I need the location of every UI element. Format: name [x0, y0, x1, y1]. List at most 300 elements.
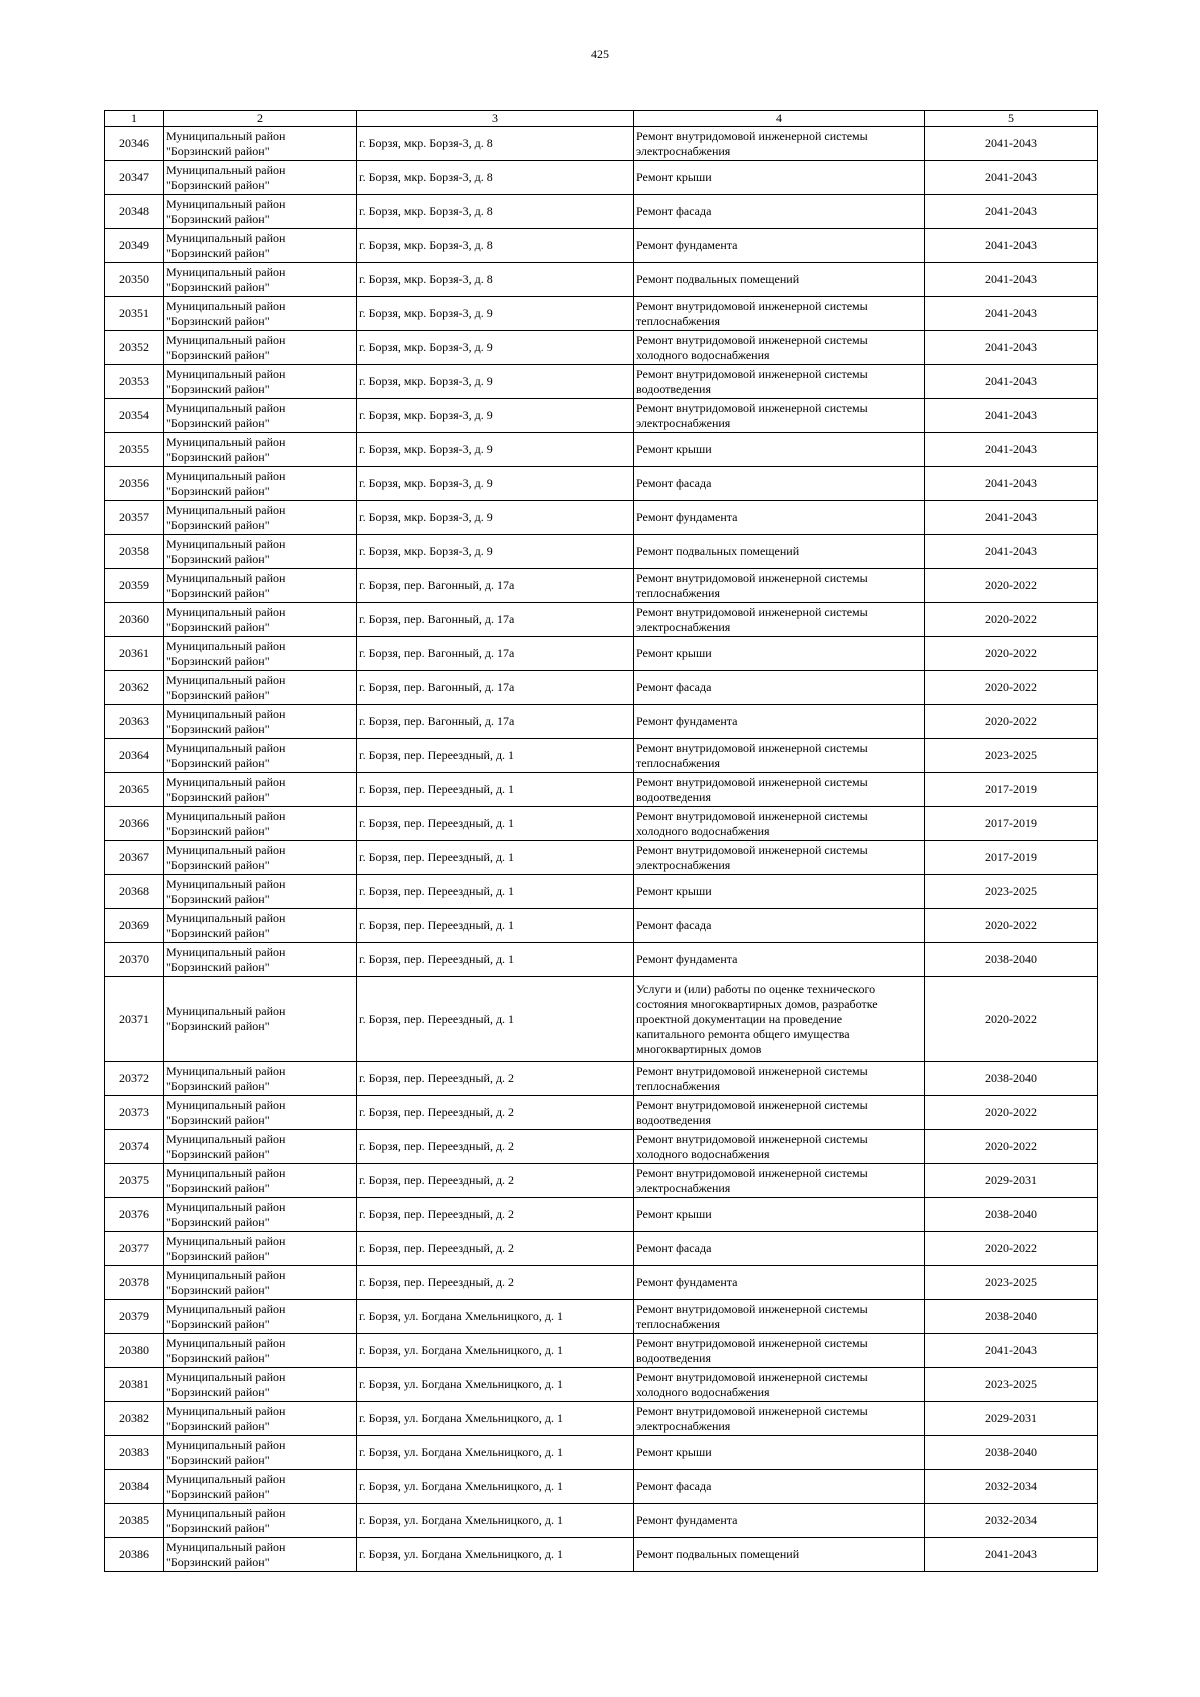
period-cell: 2020-2022	[925, 671, 1098, 705]
address-cell: г. Борзя, пер. Переездный, д. 1	[357, 909, 634, 943]
work-type-cell	[634, 1198, 925, 1232]
work-type-cell	[634, 229, 925, 263]
period-cell: 2038-2040	[925, 1062, 1098, 1096]
work-type-cell	[634, 671, 925, 705]
district-line: "Борзинский район"	[166, 959, 270, 974]
district-line: Муниципальный район	[166, 1505, 286, 1520]
work-type-line: холодного водоснабжения	[636, 1146, 770, 1161]
work-type-cell	[634, 875, 925, 909]
district-line: Муниципальный район	[166, 740, 286, 755]
table-row	[105, 875, 1098, 909]
work-type-line: капитального ремонта общего имущества	[636, 1026, 850, 1041]
work-type-line: Ремонт крыши	[636, 170, 712, 184]
row-number-cell: 20354	[105, 399, 164, 433]
table-row	[105, 1470, 1098, 1504]
work-type-cell	[634, 909, 925, 943]
address-cell: г. Борзя, пер. Переездный, д. 1	[357, 943, 634, 977]
table-row	[105, 1096, 1098, 1130]
address-cell: г. Борзя, пер. Переездный, д. 1	[357, 807, 634, 841]
district-cell	[164, 637, 357, 671]
district-cell	[164, 365, 357, 399]
address-cell: г. Борзя, мкр. Борзя-3, д. 8	[357, 127, 634, 161]
work-type-cell	[634, 1164, 925, 1198]
work-type-line: Ремонт внутридомовой инженерной системы	[636, 1097, 868, 1112]
address-cell: г. Борзя, пер. Переездный, д. 2	[357, 1096, 634, 1130]
table-row	[105, 1266, 1098, 1300]
work-type-cell	[634, 1130, 925, 1164]
district-cell	[164, 1232, 357, 1266]
work-type-line: Ремонт крыши	[636, 1445, 712, 1459]
district-cell	[164, 909, 357, 943]
period-cell: 2023-2025	[925, 1368, 1098, 1402]
district-cell	[164, 603, 357, 637]
district-cell	[164, 297, 357, 331]
district-cell	[164, 705, 357, 739]
address-cell: г. Борзя, пер. Переездный, д. 1	[357, 875, 634, 909]
district-line: "Борзинский район"	[166, 415, 270, 430]
address-cell: г. Борзя, пер. Вагонный, д. 17а	[357, 637, 634, 671]
district-line: Муниципальный район	[166, 196, 286, 211]
work-type-line: Ремонт внутридомовой инженерной системы	[636, 400, 868, 415]
district-line: "Борзинский район"	[166, 449, 270, 464]
row-number-cell: 20349	[105, 229, 164, 263]
district-line: "Борзинский район"	[166, 619, 270, 634]
district-line: "Борзинский район"	[166, 211, 270, 226]
address-cell: г. Борзя, мкр. Борзя-3, д. 9	[357, 399, 634, 433]
work-type-line: Ремонт подвальных помещений	[636, 272, 800, 286]
work-type-line: Ремонт фасада	[636, 680, 712, 694]
district-line: Муниципальный район	[166, 468, 286, 483]
district-line: Муниципальный район	[166, 1004, 286, 1018]
district-line: Муниципальный район	[166, 706, 286, 721]
table-row	[105, 297, 1098, 331]
district-line: Муниципальный район	[166, 1063, 286, 1078]
table-row	[105, 331, 1098, 365]
district-line: Муниципальный район	[166, 1199, 286, 1214]
table-row	[105, 1368, 1098, 1402]
table-row	[105, 1062, 1098, 1096]
address-cell: г. Борзя, пер. Переездный, д. 2	[357, 1266, 634, 1300]
district-line: "Борзинский район"	[166, 789, 270, 804]
district-line: "Борзинский район"	[166, 755, 270, 770]
district-cell	[164, 569, 357, 603]
work-type-cell	[634, 467, 925, 501]
table-row	[105, 195, 1098, 229]
district-line: "Борзинский район"	[166, 517, 270, 532]
table-row	[105, 569, 1098, 603]
period-cell: 2032-2034	[925, 1470, 1098, 1504]
address-cell: г. Борзя, пер. Вагонный, д. 17а	[357, 603, 634, 637]
table-row	[105, 399, 1098, 433]
district-cell	[164, 1198, 357, 1232]
district-line: Муниципальный район	[166, 536, 286, 551]
district-line: Муниципальный район	[166, 672, 286, 687]
row-number-cell: 20385	[105, 1504, 164, 1538]
table-row	[105, 671, 1098, 705]
district-line: Муниципальный район	[166, 570, 286, 585]
district-cell	[164, 1436, 357, 1470]
table-row	[105, 161, 1098, 195]
address-cell: г. Борзя, пер. Переездный, д. 2	[357, 1198, 634, 1232]
district-line: Муниципальный район	[166, 1301, 286, 1316]
row-number-cell: 20373	[105, 1096, 164, 1130]
work-type-line: Ремонт внутридомовой инженерной системы	[636, 604, 868, 619]
row-number-cell: 20365	[105, 773, 164, 807]
district-line: "Борзинский район"	[166, 1078, 270, 1093]
table-row	[105, 807, 1098, 841]
district-line: "Борзинский район"	[166, 1554, 270, 1569]
row-number-cell: 20368	[105, 875, 164, 909]
table-row	[105, 1436, 1098, 1470]
district-line: Муниципальный район	[166, 332, 286, 347]
table-row	[105, 603, 1098, 637]
period-cell: 2032-2034	[925, 1504, 1098, 1538]
work-type-cell	[634, 1266, 925, 1300]
table-row	[105, 263, 1098, 297]
work-type-line: Ремонт внутридомовой инженерной системы	[636, 332, 868, 347]
district-cell	[164, 1062, 357, 1096]
row-number-cell: 20359	[105, 569, 164, 603]
district-line: "Борзинский район"	[166, 1316, 270, 1331]
district-line: "Борзинский район"	[166, 585, 270, 600]
column-header-5: 5	[925, 111, 1098, 127]
row-number-cell: 20372	[105, 1062, 164, 1096]
work-type-line: Ремонт фасада	[636, 918, 712, 932]
period-cell: 2020-2022	[925, 603, 1098, 637]
district-line: "Борзинский район"	[166, 1180, 270, 1195]
work-type-line: Ремонт фундамента	[636, 952, 738, 966]
district-line: Муниципальный район	[166, 1335, 286, 1350]
district-line: Муниципальный район	[166, 1097, 286, 1112]
work-type-line: Ремонт внутридомовой инженерной системы	[636, 808, 868, 823]
period-cell: 2041-2043	[925, 1538, 1098, 1572]
district-cell	[164, 773, 357, 807]
column-header-4: 4	[634, 111, 925, 127]
work-type-cell	[634, 399, 925, 433]
address-cell: г. Борзя, пер. Переездный, д. 1	[357, 977, 634, 1062]
district-cell	[164, 127, 357, 161]
work-type-line: Ремонт внутридомовой инженерной системы	[636, 298, 868, 313]
period-cell: 2029-2031	[925, 1402, 1098, 1436]
work-type-line: проектной документации на проведение	[636, 1011, 843, 1026]
address-cell: г. Борзя, пер. Переездный, д. 1	[357, 773, 634, 807]
work-type-line: Ремонт фасада	[636, 476, 712, 490]
table-row	[105, 773, 1098, 807]
period-cell: 2041-2043	[925, 399, 1098, 433]
period-cell: 2041-2043	[925, 263, 1098, 297]
table-row	[105, 1402, 1098, 1436]
work-type-line: Ремонт внутридомовой инженерной системы	[636, 740, 868, 755]
district-cell	[164, 195, 357, 229]
district-line: Муниципальный район	[166, 1437, 286, 1452]
work-type-cell	[634, 773, 925, 807]
district-line: Муниципальный район	[166, 128, 286, 143]
work-type-line: Ремонт внутридомовой инженерной системы	[636, 1131, 868, 1146]
district-line: "Борзинский район"	[166, 1520, 270, 1535]
work-type-line: Ремонт фундамента	[636, 1275, 738, 1289]
repair-schedule-table	[104, 110, 1098, 1572]
period-cell: 2017-2019	[925, 841, 1098, 875]
address-cell: г. Борзя, мкр. Борзя-3, д. 9	[357, 331, 634, 365]
column-header-1: 1	[105, 111, 164, 127]
address-cell: г. Борзя, ул. Богдана Хмельницкого, д. 1	[357, 1470, 634, 1504]
district-line: Муниципальный район	[166, 434, 286, 449]
table-row	[105, 705, 1098, 739]
table-row	[105, 1504, 1098, 1538]
period-cell: 2041-2043	[925, 535, 1098, 569]
district-line: "Борзинский район"	[166, 279, 270, 294]
district-cell	[164, 943, 357, 977]
district-line: "Борзинский район"	[166, 721, 270, 736]
district-line: Муниципальный район	[166, 298, 286, 313]
work-type-cell	[634, 807, 925, 841]
work-type-cell	[634, 535, 925, 569]
table-row	[105, 637, 1098, 671]
table-row	[105, 909, 1098, 943]
district-cell	[164, 977, 357, 1062]
row-number-cell: 20348	[105, 195, 164, 229]
district-line: Муниципальный район	[166, 1539, 286, 1554]
district-cell	[164, 263, 357, 297]
district-cell	[164, 739, 357, 773]
table-row	[105, 501, 1098, 535]
work-type-cell	[634, 637, 925, 671]
district-line: "Борзинский район"	[166, 551, 270, 566]
period-cell: 2038-2040	[925, 1198, 1098, 1232]
district-line: Муниципальный район	[166, 1267, 286, 1282]
district-cell	[164, 807, 357, 841]
work-type-cell	[634, 977, 925, 1062]
work-type-line: теплоснабжения	[636, 585, 720, 600]
district-line: Муниципальный район	[166, 842, 286, 857]
work-type-line: Ремонт внутридомовой инженерной системы	[636, 570, 868, 585]
district-line: "Борзинский район"	[166, 1282, 270, 1297]
address-cell: г. Борзя, пер. Переездный, д. 2	[357, 1130, 634, 1164]
district-line: "Борзинский район"	[166, 1248, 270, 1263]
period-cell: 2041-2043	[925, 433, 1098, 467]
work-type-line: водоотведения	[636, 1350, 711, 1365]
work-type-line: Ремонт фундамента	[636, 510, 738, 524]
row-number-cell: 20364	[105, 739, 164, 773]
work-type-line: Ремонт внутридомовой инженерной системы	[636, 1165, 868, 1180]
row-number-cell: 20386	[105, 1538, 164, 1572]
work-type-cell	[634, 1096, 925, 1130]
work-type-cell	[634, 603, 925, 637]
row-number-cell: 20347	[105, 161, 164, 195]
work-type-cell	[634, 739, 925, 773]
district-line: "Борзинский район"	[166, 857, 270, 872]
work-type-cell	[634, 943, 925, 977]
work-type-cell	[634, 365, 925, 399]
district-cell	[164, 399, 357, 433]
work-type-cell	[634, 1334, 925, 1368]
work-type-cell	[634, 1062, 925, 1096]
table-row	[105, 1538, 1098, 1572]
row-number-cell: 20381	[105, 1368, 164, 1402]
address-cell: г. Борзя, мкр. Борзя-3, д. 9	[357, 467, 634, 501]
work-type-cell	[634, 433, 925, 467]
district-line: "Борзинский район"	[166, 823, 270, 838]
district-cell	[164, 1096, 357, 1130]
work-type-cell	[634, 705, 925, 739]
district-line: Муниципальный район	[166, 944, 286, 959]
district-cell	[164, 875, 357, 909]
district-line: "Борзинский район"	[166, 1112, 270, 1127]
work-type-line: Ремонт фундамента	[636, 1513, 738, 1527]
work-type-line: электроснабжения	[636, 619, 731, 634]
table-row	[105, 1334, 1098, 1368]
district-cell	[164, 1164, 357, 1198]
district-cell	[164, 1538, 357, 1572]
work-type-line: Ремонт внутридомовой инженерной системы	[636, 366, 868, 381]
district-line: "Борзинский район"	[166, 1486, 270, 1501]
address-cell: г. Борзя, ул. Богдана Хмельницкого, д. 1	[357, 1300, 634, 1334]
address-cell: г. Борзя, мкр. Борзя-3, д. 8	[357, 263, 634, 297]
work-type-line: Ремонт подвальных помещений	[636, 1547, 800, 1561]
period-cell: 2038-2040	[925, 1436, 1098, 1470]
work-type-line: электроснабжения	[636, 1180, 731, 1195]
work-type-cell	[634, 1470, 925, 1504]
district-line: Муниципальный район	[166, 1165, 286, 1180]
district-cell	[164, 1504, 357, 1538]
work-type-line: холодного водоснабжения	[636, 823, 770, 838]
address-cell: г. Борзя, мкр. Борзя-3, д. 8	[357, 161, 634, 195]
row-number-cell: 20353	[105, 365, 164, 399]
table-row	[105, 1300, 1098, 1334]
work-type-cell	[634, 297, 925, 331]
row-number-cell: 20380	[105, 1334, 164, 1368]
period-cell: 2041-2043	[925, 365, 1098, 399]
district-line: "Борзинский район"	[166, 347, 270, 362]
row-number-cell: 20352	[105, 331, 164, 365]
address-cell: г. Борзя, пер. Переездный, д. 1	[357, 841, 634, 875]
row-number-cell: 20358	[105, 535, 164, 569]
work-type-line: электроснабжения	[636, 143, 731, 158]
district-line: Муниципальный район	[166, 1131, 286, 1146]
period-cell: 2029-2031	[925, 1164, 1098, 1198]
address-cell: г. Борзя, мкр. Борзя-3, д. 9	[357, 535, 634, 569]
district-cell	[164, 331, 357, 365]
table-row	[105, 433, 1098, 467]
district-line: "Борзинский район"	[166, 1019, 270, 1033]
work-type-cell	[634, 195, 925, 229]
district-line: "Борзинский район"	[166, 143, 270, 158]
period-cell: 2041-2043	[925, 1334, 1098, 1368]
work-type-line: Ремонт подвальных помещений	[636, 544, 800, 558]
period-cell: 2041-2043	[925, 229, 1098, 263]
address-cell: г. Борзя, пер. Вагонный, д. 17а	[357, 705, 634, 739]
district-cell	[164, 467, 357, 501]
period-cell: 2020-2022	[925, 977, 1098, 1062]
row-number-cell: 20360	[105, 603, 164, 637]
address-cell: г. Борзя, пер. Вагонный, д. 17а	[357, 569, 634, 603]
district-line: "Борзинский район"	[166, 891, 270, 906]
district-line: "Борзинский район"	[166, 1384, 270, 1399]
work-type-line: холодного водоснабжения	[636, 1384, 770, 1399]
district-line: Муниципальный район	[166, 1369, 286, 1384]
row-number-cell: 20370	[105, 943, 164, 977]
district-cell	[164, 501, 357, 535]
work-type-line: Ремонт внутридомовой инженерной системы	[636, 842, 868, 857]
table-row	[105, 739, 1098, 773]
work-type-line: электроснабжения	[636, 857, 731, 872]
table-row	[105, 841, 1098, 875]
work-type-line: Ремонт крыши	[636, 646, 712, 660]
address-cell: г. Борзя, ул. Богдана Хмельницкого, д. 1	[357, 1368, 634, 1402]
district-line: "Борзинский район"	[166, 1452, 270, 1467]
row-number-cell: 20346	[105, 127, 164, 161]
period-cell: 2020-2022	[925, 569, 1098, 603]
table-row	[105, 1232, 1098, 1266]
period-cell: 2017-2019	[925, 773, 1098, 807]
work-type-line: холодного водоснабжения	[636, 347, 770, 362]
page-number: 425	[591, 47, 609, 61]
work-type-line: Ремонт внутридомовой инженерной системы	[636, 774, 868, 789]
district-line: Муниципальный район	[166, 1471, 286, 1486]
district-line: "Борзинский район"	[166, 381, 270, 396]
work-type-line: Ремонт крыши	[636, 442, 712, 456]
work-type-line: состояния многоквартирных домов, разработке	[636, 996, 878, 1011]
district-line: "Борзинский район"	[166, 313, 270, 328]
address-cell: г. Борзя, ул. Богдана Хмельницкого, д. 1	[357, 1402, 634, 1436]
district-line: "Борзинский район"	[166, 245, 270, 260]
table-row	[105, 535, 1098, 569]
period-cell: 2041-2043	[925, 127, 1098, 161]
district-line: "Борзинский район"	[166, 177, 270, 192]
address-cell: г. Борзя, мкр. Борзя-3, д. 9	[357, 433, 634, 467]
district-cell	[164, 1334, 357, 1368]
work-type-cell	[634, 1402, 925, 1436]
table-body	[105, 127, 1098, 1572]
district-cell	[164, 161, 357, 195]
work-type-cell	[634, 1368, 925, 1402]
work-type-line: Ремонт фасада	[636, 1479, 712, 1493]
period-cell: 2041-2043	[925, 161, 1098, 195]
district-cell	[164, 535, 357, 569]
work-type-line: Ремонт внутридомовой инженерной системы	[636, 1335, 868, 1350]
work-type-line: Ремонт фасада	[636, 1241, 712, 1255]
table-row	[105, 977, 1098, 1062]
district-line: Муниципальный район	[166, 774, 286, 789]
district-line: Муниципальный район	[166, 876, 286, 891]
district-line: "Борзинский район"	[166, 1146, 270, 1161]
district-line: "Борзинский район"	[166, 925, 270, 940]
district-cell	[164, 229, 357, 263]
address-cell: г. Борзя, ул. Богдана Хмельницкого, д. 1	[357, 1334, 634, 1368]
period-cell: 2020-2022	[925, 1232, 1098, 1266]
work-type-line: электроснабжения	[636, 1418, 731, 1433]
table-row	[105, 943, 1098, 977]
work-type-line: водоотведения	[636, 1112, 711, 1127]
row-number-cell: 20377	[105, 1232, 164, 1266]
period-cell: 2020-2022	[925, 637, 1098, 671]
district-line: Муниципальный район	[166, 366, 286, 381]
district-line: "Борзинский район"	[166, 1350, 270, 1365]
address-cell: г. Борзя, пер. Переездный, д. 1	[357, 739, 634, 773]
row-number-cell: 20366	[105, 807, 164, 841]
address-cell: г. Борзя, ул. Богдана Хмельницкого, д. 1	[357, 1436, 634, 1470]
address-cell: г. Борзя, пер. Переездный, д. 2	[357, 1164, 634, 1198]
work-type-line: теплоснабжения	[636, 1316, 720, 1331]
work-type-line: Ремонт внутридомовой инженерной системы	[636, 1403, 868, 1418]
period-cell: 2041-2043	[925, 195, 1098, 229]
address-cell: г. Борзя, мкр. Борзя-3, д. 8	[357, 195, 634, 229]
district-line: Муниципальный район	[166, 1403, 286, 1418]
row-number-cell: 20384	[105, 1470, 164, 1504]
work-type-line: Ремонт внутридомовой инженерной системы	[636, 1063, 868, 1078]
period-cell: 2041-2043	[925, 331, 1098, 365]
column-header-2: 2	[164, 111, 357, 127]
